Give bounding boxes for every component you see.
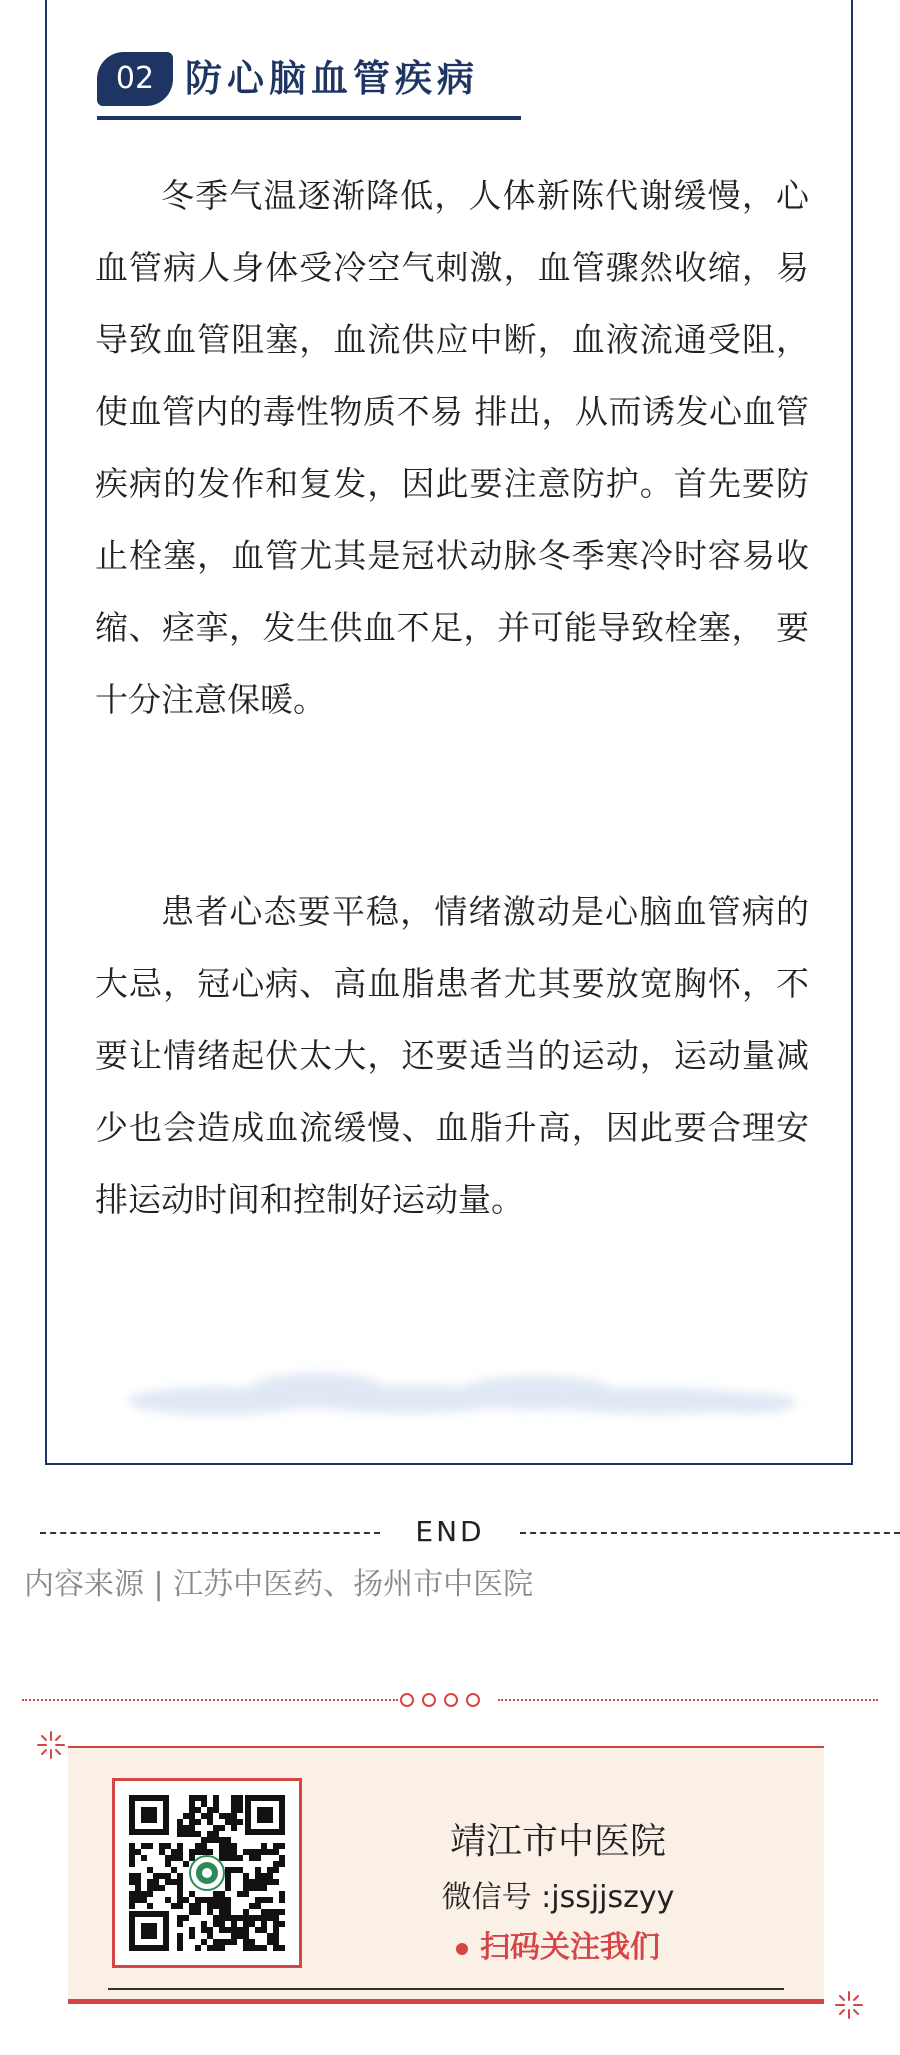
end-dash-left bbox=[40, 1532, 380, 1534]
section-number-badge: 02 bbox=[97, 52, 173, 106]
sparkle-icon bbox=[36, 1730, 66, 1760]
end-dash-right bbox=[520, 1532, 900, 1534]
follow-cta bbox=[368, 1928, 748, 1968]
follow-cta-label: 扫码关注我们 bbox=[480, 1930, 660, 1965]
hospital-name: 靖江市中医院 bbox=[449, 1821, 666, 1862]
section-underline bbox=[97, 116, 521, 120]
qr-code-icon bbox=[129, 1795, 285, 1951]
bullet-dot bbox=[456, 1943, 468, 1955]
section-header bbox=[97, 52, 517, 122]
article-card bbox=[45, 0, 853, 1465]
section-title: 防心脑血管疾病 bbox=[185, 57, 479, 100]
paragraph-1: 冬季气温逐渐降低，人体新陈代谢缓慢，心血管病人身体受冷空气刺激，血管骤然收缩，易导致血管阻塞，血流供应中断，血液流通受阻，使血管内的毒性物质不易 排出，从而诱发心血管疾病的发作和复发，因此要注意防护。首先要防止栓塞，血管尤其是冠状动脉冬季寒冷时容易收缩、痉挛，发生供血不足，并可能导致栓塞， 要十分注意保暖。 bbox=[95, 176, 809, 719]
hospital-logo-icon bbox=[190, 1856, 224, 1890]
end-label: END bbox=[415, 1515, 485, 1548]
dotted-divider bbox=[22, 1690, 878, 1710]
qr-code[interactable] bbox=[112, 1778, 302, 1968]
footer-card bbox=[68, 1746, 824, 2004]
content-source: 内容来源 | 江苏中医药、扬州市中医院 bbox=[24, 1567, 534, 1602]
sparkle-icon bbox=[834, 1990, 864, 2020]
wechat-id: 微信号 :jssjjszyy bbox=[441, 1880, 675, 1915]
end-divider bbox=[40, 1512, 900, 1552]
paragraph-2: 患者心态要平稳，情绪激动是心脑血管病的大忌，冠心病、高血脂患者尤其要放宽胸怀，不要让情绪起伏太大，还要适当的运动，运动量减少也会造成血流缓慢、血脂升高，因此要合理安排运动时间和控制好运动量。 bbox=[95, 892, 809, 1219]
cloud-decoration bbox=[107, 1353, 807, 1423]
footer-underline bbox=[108, 1988, 784, 1990]
